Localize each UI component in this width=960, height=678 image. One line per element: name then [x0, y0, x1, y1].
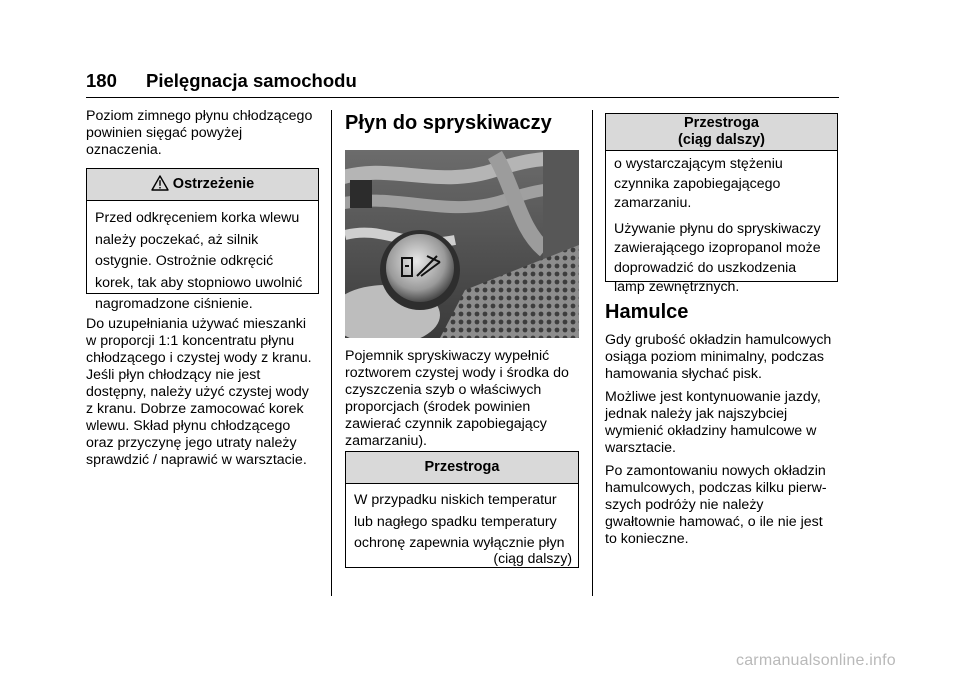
- caution-continued-label: (ciąg dalszy): [493, 550, 572, 566]
- warning-box: [86, 168, 319, 312]
- caution-continued-subtitle: (ciąg dalszy): [677, 132, 766, 148]
- caution-continued-title: Przestroga: [684, 115, 759, 131]
- page-title: Pielęgnacja samochodu: [146, 70, 357, 91]
- page-number: 180: [86, 70, 117, 91]
- washer-fluid-paragraph: Pojemnik spryskiwaczy wypełnić roztworem czystej wody i środka do czyszczenia szyb o właściwych proporcjach (środek powinien zawierać czynnik zapobiegający zamarzaniu).: [345, 348, 569, 449]
- caution-continued-box: [605, 113, 838, 295]
- coolant-level-paragraph: Poziom zimnego płynu chłodzącego powinien sięgać powyżej oznaczenia.: [86, 108, 313, 158]
- warning-box-header: [87, 169, 318, 201]
- page-header: [86, 70, 357, 92]
- column-divider-2: [592, 110, 593, 596]
- caution-title: Przestroga: [346, 452, 578, 484]
- caution-text: W przypadku niskich temperatur lub nagłego spadku temperatury ochronę zapewnia wyłącznie płyn: [354, 492, 565, 551]
- brakes-paragraph-1: Gdy grubość okładzin hamulcowych osiąga poziom minimalny, podczas hamowania słychać pisk.: [605, 332, 832, 382]
- washer-fluid-heading: Płyn do spryskiwaczy: [345, 112, 552, 134]
- warning-triangle-icon: [151, 172, 169, 203]
- coolant-refill-paragraph: Do uzupełniania używać mieszanki w proporcji 1:1 koncentratu płynu chłodzącego i czystej wody z kranu. Jeśli płyn chłodzący nie jest dostępny, należy użyć czystej wody z kranu. Dobrze zamocować korek wlewu. Skład płynu chłodzącego oraz przyczynę jego utraty należy sprawdzić / naprawić w warsztacie.: [86, 316, 312, 468]
- brakes-paragraph-3: Po zamontowaniu nowych okładzin hamulcowych, podczas kilku pierw- szych podróży nie należy gwałtownie hamować, o ile nie jest to konieczne.: [605, 463, 827, 547]
- brakes-heading: Hamulce: [605, 301, 689, 323]
- caution-continued-header: [606, 114, 837, 151]
- column-divider-1: [331, 110, 332, 596]
- warning-text: Przed odkręceniem korka wlewu należy poczekać, aż silnik ostygnie. Ostrożnie odkręcić korek, tak aby stopniowo uwolnić nagromadzone ciśnienie.: [95, 210, 303, 312]
- brakes-paragraph-2: Możliwe jest kontynuowanie jazdy, jednak należy jak najszybciej wymienić okładziny hamulcowe w warsztacie.: [605, 389, 821, 456]
- warning-title: Ostrzeżenie: [172, 176, 255, 192]
- brakes-text: [605, 332, 845, 554]
- watermark: carmanualsonline.info: [736, 652, 896, 669]
- caution-continued-text: o wystarczającym stężeniu czynnika zapobiegającego zamarzaniu. Używanie płynu do spryskiwaczy zawierającego izopropanol może doprowadzić do uszkodzenia lamp zewnętrznych.: [614, 156, 821, 295]
- header-rule: [86, 97, 839, 98]
- caution-box: [345, 451, 579, 568]
- washer-fluid-reservoir-photo: [345, 150, 579, 338]
